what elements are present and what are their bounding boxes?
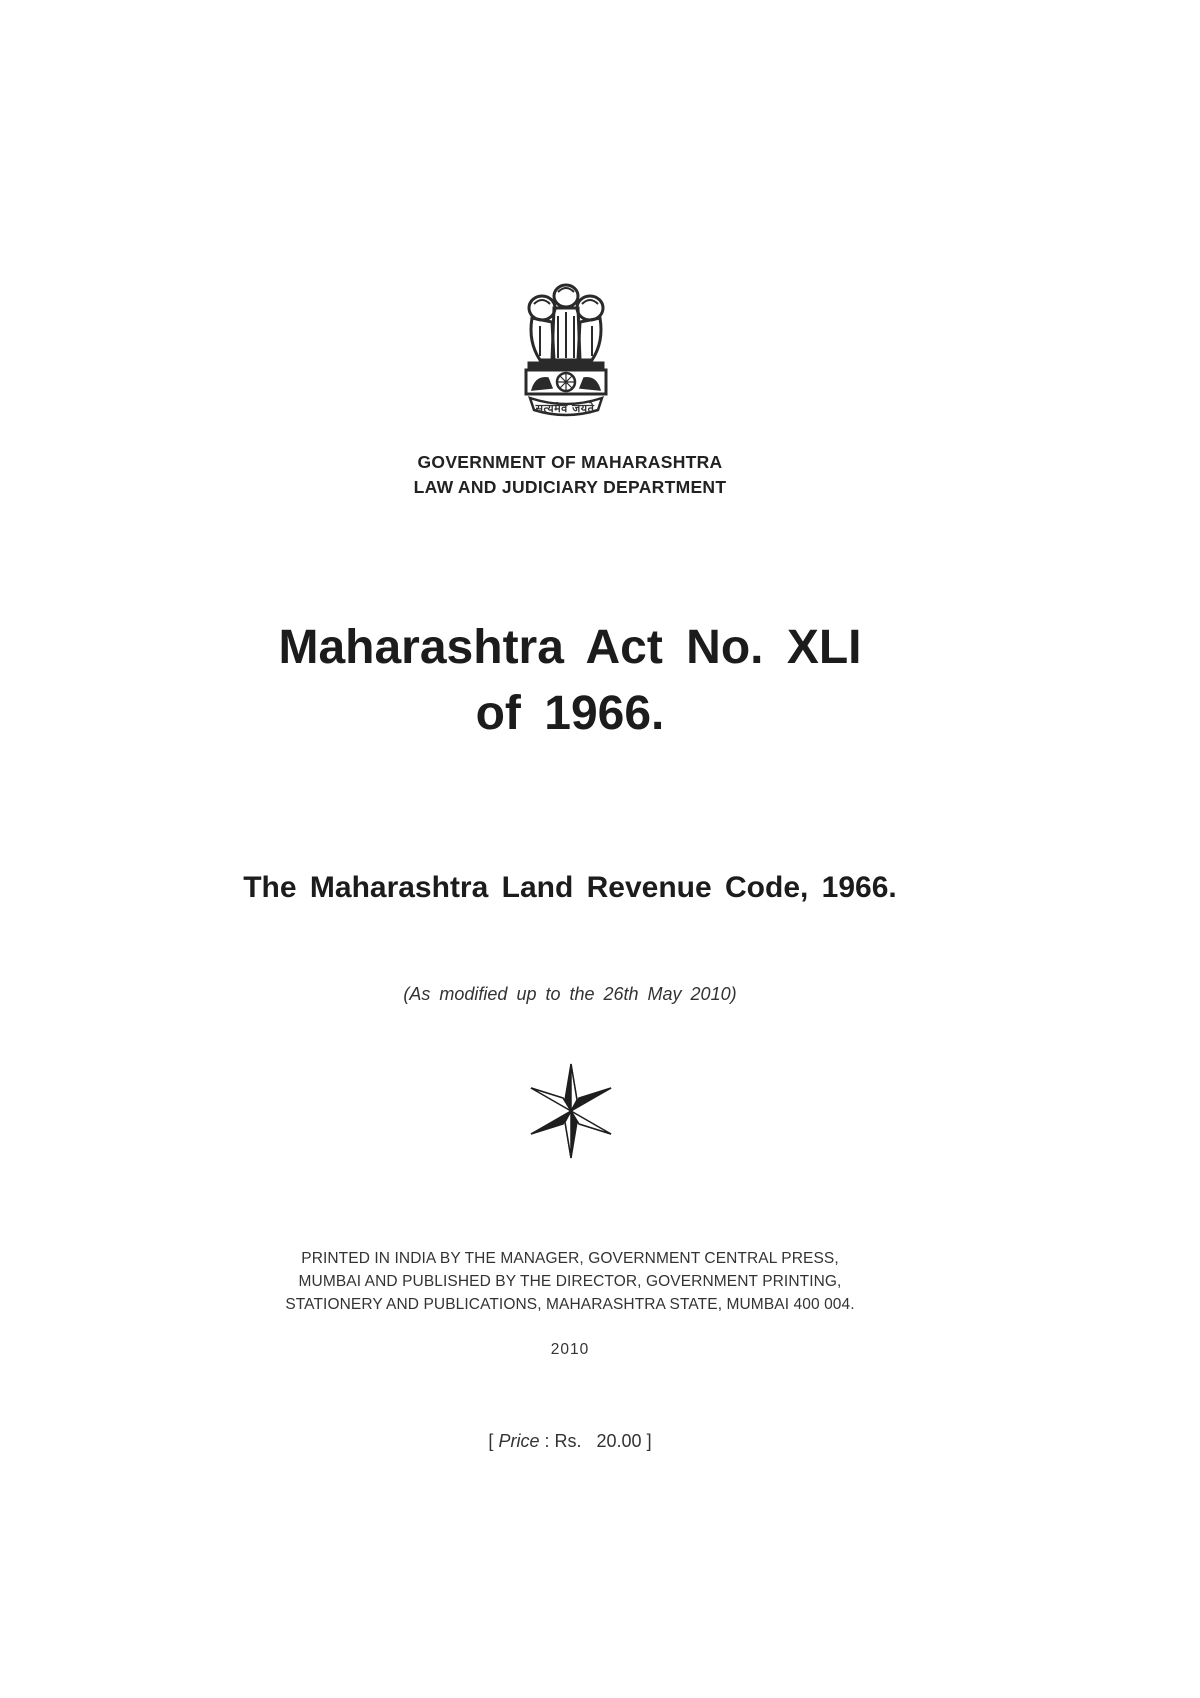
- price-separator: :: [539, 1431, 555, 1451]
- act-title-line-1: Maharashtra Act No. XLI: [278, 621, 862, 674]
- price-close-bracket: ]: [646, 1431, 652, 1451]
- price-line: [0, 1431, 1140, 1452]
- publication-year: 2010: [550, 1341, 590, 1358]
- imprint-line-1: PRINTED IN INDIA BY THE MANAGER, GOVERNMENT CENTRAL PRESS,: [301, 1250, 839, 1267]
- price-label: Price: [498, 1431, 540, 1451]
- modified-note: (As modified up to the 26th May 2010): [403, 984, 737, 1004]
- act-title-line-2: of 1966.: [475, 687, 665, 740]
- imprint-line-2: MUMBAI AND PUBLISHED BY THE DIRECTOR, GOVERNMENT PRINTING,: [298, 1273, 842, 1290]
- imprint-line-3: STATIONERY AND PUBLICATIONS, MAHARASHTRA STATE, MUMBAI 400 004.: [285, 1296, 855, 1313]
- government-title: GOVERNMENT OF MAHARASHTRA: [417, 452, 723, 472]
- price-open-bracket: [: [488, 1431, 494, 1451]
- price-currency: Rs.: [554, 1431, 582, 1451]
- six-point-star-icon: [529, 1062, 613, 1160]
- code-title: The Maharashtra Land Revenue Code, 1966.: [243, 871, 897, 904]
- price-amount: 20.00: [596, 1431, 642, 1451]
- emblem-motto: सत्यमेव जयते: [535, 402, 595, 415]
- department-title: LAW AND JUDICIARY DEPARTMENT: [413, 477, 727, 497]
